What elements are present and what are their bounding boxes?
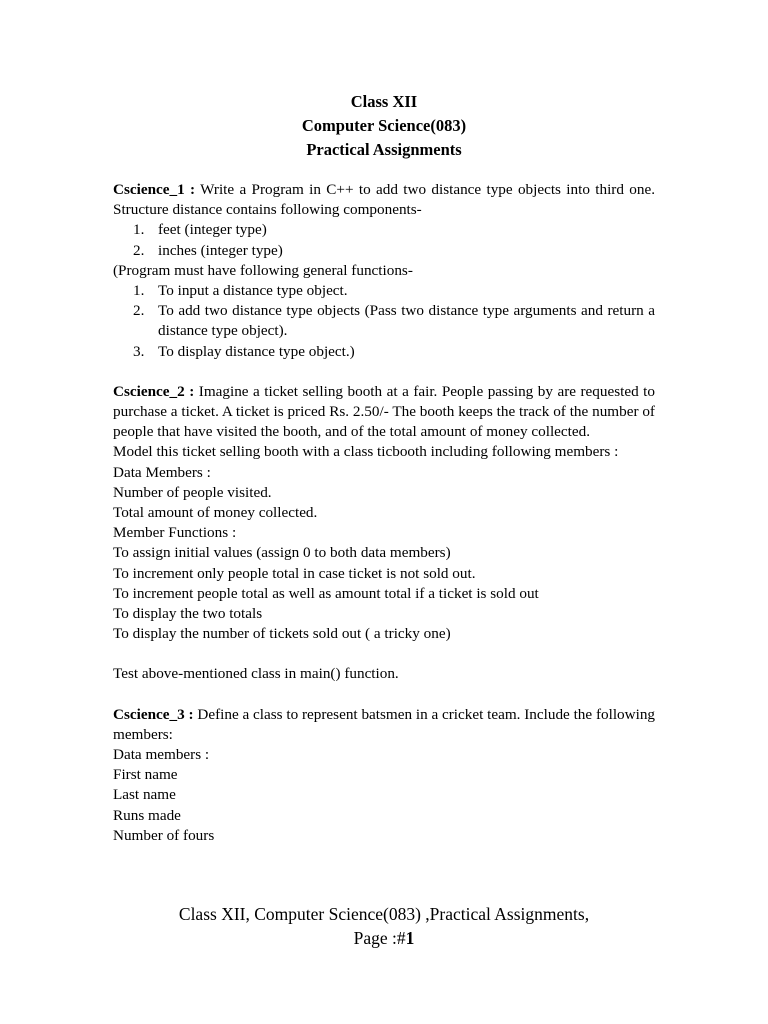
assignment-2-intro	[113, 382, 655, 443]
assignment-2-test: Test above-mentioned class in main() function.	[113, 665, 399, 683]
title-class: Class XII	[350, 92, 418, 111]
text-line: Data members :	[113, 746, 210, 764]
assignment-3	[113, 705, 655, 846]
text-line: To increment only people total in case ticket is not sold out.	[113, 564, 476, 582]
assignment-2	[113, 382, 655, 685]
list-item: 1. To input a distance type object.	[133, 282, 348, 300]
text-line: Total amount of money collected.	[113, 504, 318, 522]
title-subject: Computer Science(083)	[301, 116, 467, 135]
components-list	[113, 220, 655, 260]
assignment-3-text: Define a class to represent batsmen in a cricket team. Include the following members:	[113, 705, 656, 743]
text-line: Member Functions :	[113, 524, 237, 542]
assignment-3-intro	[113, 705, 655, 745]
document-page	[113, 90, 655, 846]
assignment-2-model: Model this ticket selling booth with a class ticbooth including following members :	[113, 443, 619, 461]
text-line: Runs made	[113, 806, 181, 824]
document-title	[113, 90, 655, 162]
assignment-2-text: Imagine a ticket selling booth at a fair. People passing by are requested to purchase a ticket. A ticket is priced Rs. 2.50/- The booth keeps the track of the number of people that have visited the booth, and of the total amount of money collected.	[113, 382, 656, 441]
list-item: 2. To add two distance type objects (Pass two distance type arguments and return a distance type object).	[133, 302, 655, 340]
functions-intro: (Program must have following general functions-	[113, 261, 413, 279]
text-line: Data Members :	[113, 463, 211, 481]
text-line: Number of people visited.	[113, 483, 272, 501]
assignment-1-label: Cscience_1 :	[113, 181, 196, 198]
footer-title: Class XII, Computer Science(083) ,Practical Assignments,	[178, 904, 590, 924]
page-footer	[0, 902, 768, 950]
assignment-2-label: Cscience_2 :	[113, 382, 195, 400]
page-number-line	[0, 926, 768, 950]
list-item: 1. feet (integer type)	[133, 221, 267, 239]
text-line: To increment people total as well as amount total if a ticket is sold out	[113, 584, 539, 602]
text-line: Number of fours	[113, 826, 215, 844]
list-item: 3. To display distance type object.)	[133, 342, 355, 360]
text-line: First name	[113, 766, 178, 784]
assignment-1	[113, 180, 655, 362]
text-line: To assign initial values (assign 0 to both data members)	[113, 544, 451, 562]
text-line: To display the two totals	[113, 605, 263, 623]
assignment-1-text: Write a Program in C++ to add two distance type objects into third one. Structure distance contains following components-	[113, 181, 655, 219]
assignment-3-label: Cscience_3 :	[113, 705, 194, 723]
text-line: Last name	[113, 786, 176, 804]
assignment-1-intro	[113, 180, 655, 220]
functions-list	[113, 281, 655, 362]
list-item: 2. inches (integer type)	[133, 241, 283, 259]
page-prefix: Page :#	[353, 928, 406, 948]
page-number: 1	[405, 928, 415, 948]
text-line: To display the number of tickets sold out ( a tricky one)	[113, 625, 451, 643]
title-assignments: Practical Assignments	[306, 140, 462, 159]
